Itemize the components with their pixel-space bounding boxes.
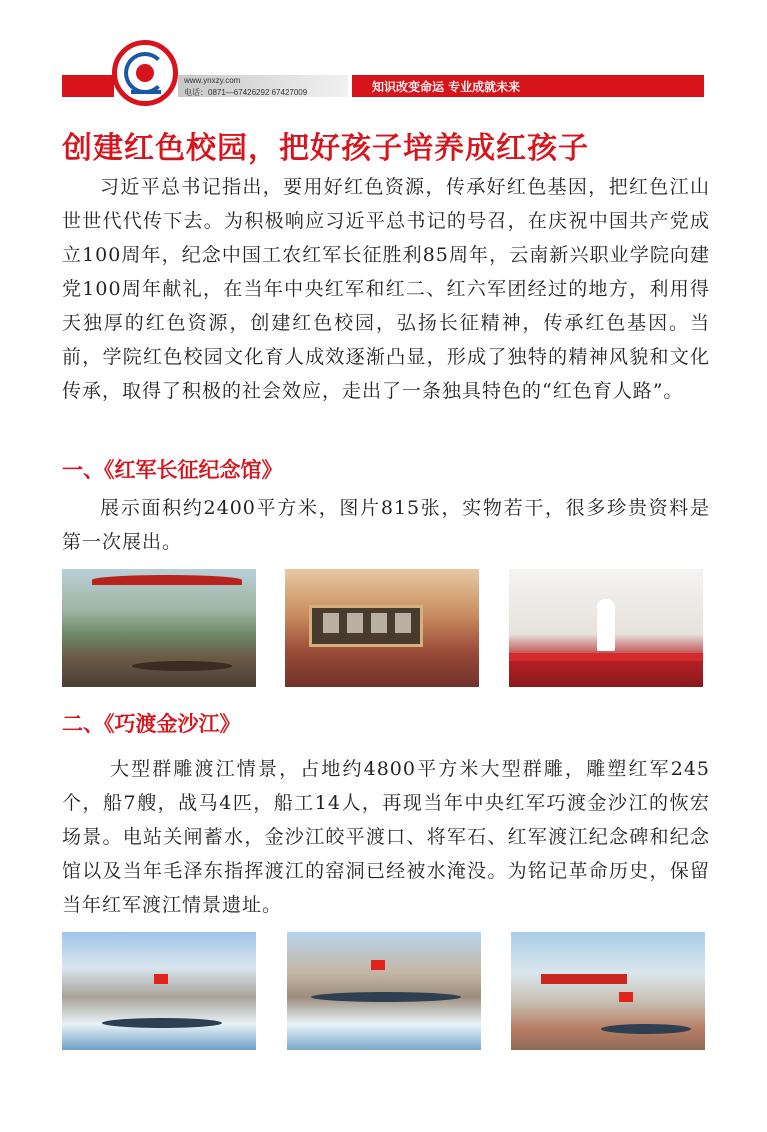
logo-core [136,64,154,82]
photo-memorial-hall-diorama [62,569,256,687]
logo-tag [131,90,161,94]
page-title: 创建红色校园，把好孩子培养成红孩子 [62,131,589,166]
photo-boat [102,1018,222,1028]
photo-banner [541,974,627,984]
photo-river-crossing-sculpture-2 [287,932,481,1050]
photo-memorial-hall-portraits [285,569,479,687]
school-logo [112,40,178,106]
photo-portrait [371,613,387,633]
photo-portrait [323,613,339,633]
photo-flag [619,992,633,1002]
section-heading-memorial-hall: 一、《红军长征纪念馆》 [62,458,283,482]
photo-statue [597,599,615,651]
photo-flag [154,974,168,984]
section-text-river-crossing: 大型群雕渡江情景，占地约4800平方米大型群雕，雕塑红军245个，船7艘，战马4匹，船工14人，再现当年中央红军巧渡金沙江的恢宏场景。电站关闸蓄水，金沙江皎平渡口、将军石、红军渡江纪念碑和纪念馆以及当年毛泽东指挥渡江的窑洞已经被水淹没。为铭记革命历史，保留当年红军渡江情景遗址。 [62,758,710,916]
section-text-memorial-hall: 展示面积约2400平方米，图片815张，实物若干，很多珍贵资料是第一次展出。 [62,497,710,553]
header-bar-left [62,75,114,97]
site-url: www.ynxzy.com [184,76,241,85]
photo-flower-rail [509,653,703,661]
photo-memorial-hall-statue [509,569,703,687]
photo-banner [92,575,242,585]
photo-flag [371,960,385,970]
section-heading-river-crossing: 二、《巧渡金沙江》 [62,712,241,736]
photo-boat [311,992,461,1002]
photo-boat [132,661,232,671]
photo-boat [601,1024,691,1034]
header-slogan: 知识改变命运 专业成就未来 [372,80,521,94]
intro-paragraph: 习近平总书记指出，要用好红色资源，传承好红色基因，把红色江山世世代代传下去。为积极响应习近平总书记的号召，在庆祝中国共产党成立100周年，纪念中国工农红军长征胜利85周年，云南新兴职业学院向建党100周年献礼，在当年中央红军和红二、红六军团经过的地方，利用得天独厚的红色资源，创建红色校园，弘扬长征精神，传承红色基因。当前，学院红色校园文化育人成效逐渐凸显，形成了独特的精神风貌和文化传承，取得了积极的社会效应，走出了一条独具特色的“红色育人路”。 [62,176,710,402]
photo-portrait [395,613,411,633]
page-header [0,0,767,110]
photo-river-crossing-sculpture-3 [511,932,705,1050]
photo-river-crossing-sculpture-1 [62,932,256,1050]
photo-portrait [347,613,363,633]
site-phone: 电话：0871—67426292 67427009 [184,88,308,97]
